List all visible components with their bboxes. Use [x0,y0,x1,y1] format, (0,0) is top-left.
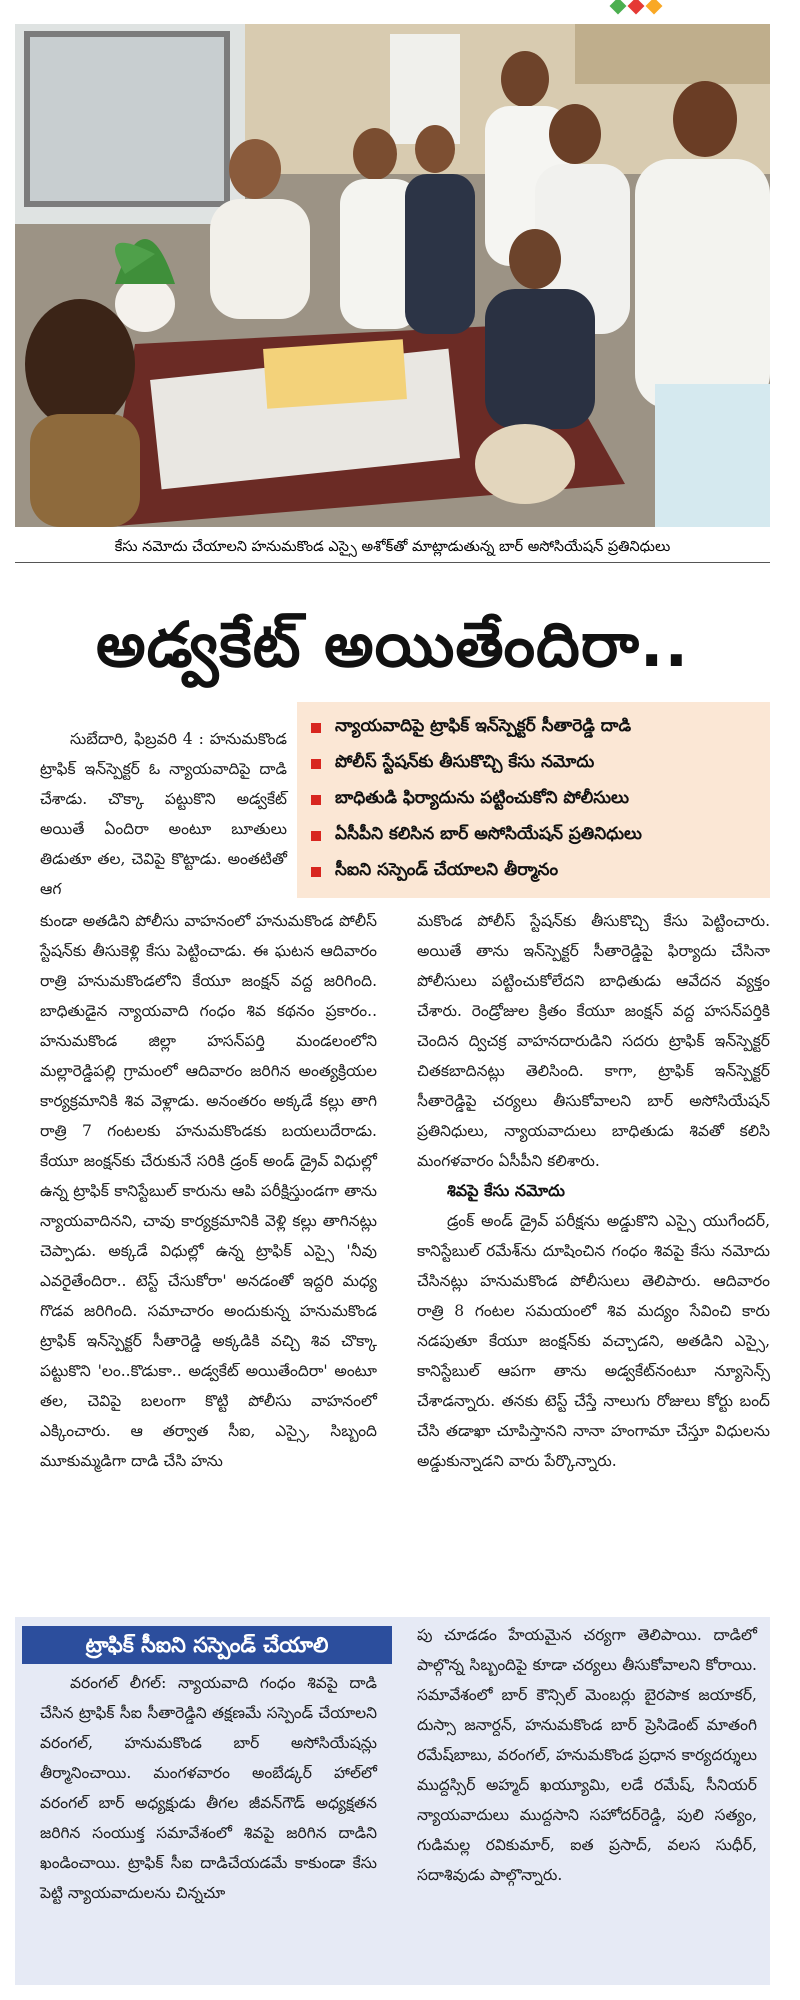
highlights-box [297,702,770,898]
article-body-right-para: మకొండ పోలీస్ స్టేషన్‌కు తీసుకొచ్చి కేసు పెట్టించారు. అయితే తాను ఇన్‌స్పెక్టర్ సీతారెడ్డిపై ఫిర్యాదు చేసినా పోలీసులు పట్టించుకోలేదని బాధితుడు ఆవేదన వ్యక్తం చేశారు. రెండ్రోజుల క్రితం కేయూ జంక్షన్ వద్ద హసన్‌పర్తికి చెందిన ద్విచక్ర వాహనదారుడిని సదరు ట్రాఫిక్ ఇన్‌స్పెక్టర్ చితకబాదినట్లు తెలిసింది. కాగా, ట్రాఫిక్ ఇన్‌స్పెక్టర్ సీతారెడ్డిపై చర్యలు తీసుకోవాలని బార్ అసోసియేషన్ ప్రతినిధులు, న్యాయవాదులు బాధితుడు శివతో కలిసి మంగళవారం ఏసీపీని కలిశారు. [417,912,770,1170]
highlight-item [311,746,760,782]
sidebar-story-body-left: వరంగల్ లీగల్: న్యాయవాది గంధం శివపై దాడి చేసిన ట్రాఫిక్ సీఐ సీతారెడ్డిని తక్షణమే సస్పెండ్ చేయాలని వరంగల్, హనుమకొండ బార్ అసోసియేషన్లు తీర్మానించాయి. మంగళవారం అంబేడ్కర్ హాల్‌లో వరంగల్ బార్ అధ్యక్షుడు తీగల జీవన్‌గౌడ్ అధ్యక్షతన జరిగిన సంయుక్త సమావేశంలో శివపై జరిగిన దాడిని ఖండించాయి. ట్రాఫిక్ సీఐ దాడిచేయడమే కాకుండా కేసు పెట్టి న్యాయవాదులను చిన్నచూ [40,1674,377,1902]
highlight-text: ఏసీపీని కలిసిన బార్ అసోసియేషన్ ప్రతినిధులు [335,824,642,844]
logo-green-diamond-icon [610,0,627,14]
article-body-right [417,906,770,1476]
highlight-text: పోలీస్ స్టేషన్‌కు తీసుకొచ్చి కేసు నమోదు [335,752,595,772]
photo-caption: కేసు నమోదు చేయాలని హనుమకొండ ఎస్సై అశోక్‌తో మాట్లాడుతున్న బార్ అసోసియేషన్ ప్రతినిధులు [114,539,671,555]
red-square-bullet-icon [311,831,321,841]
article-body-lead: సుబేదారి, ఫిబ్రవరి 4 : హనుమకొండ ట్రాఫిక్ ఇన్‌స్పెక్టర్ ఓ న్యాయవాదిపై దాడి చేశాడు. చొక్కా పట్టుకొని అడ్వకేట్ అయితే ఏందిరా అంటూ బూతులు తిడుతూ తల, చెవిపై కొట్టాడు. అంతటితో ఆగ [40,730,287,898]
highlight-item [311,818,760,854]
highlight-text: సీఐని సస్పెండ్ చేయాలని తీర్మానం [335,860,559,880]
highlight-item [311,710,760,746]
article-headline: అడ్వకేట్ అయితేందిరా.. [95,608,690,681]
caption-divider [15,562,770,563]
highlight-item [311,854,760,890]
red-square-bullet-icon [311,795,321,805]
highlight-text: బాధితుడి ఫిర్యాదును పట్టించుకోని పోలీసులు [335,788,629,808]
publication-logo-icon [608,0,668,14]
sidebar-story-title: ట్రాఫిక్ సీఐని సస్పెండ్ చేయాలి [22,1626,392,1664]
red-square-bullet-icon [311,867,321,877]
photo-image [15,24,770,527]
logo-yellow-diamond-icon [646,0,663,14]
article-body-left: కుండా అతడిని పోలీసు వాహనంలో హనుమకొండ పోలీస్ స్టేషన్‌కు తీసుకెళ్లి కేసు పెట్టించాడు. ఈ ఘటన ఆదివారం రాత్రి హనుమకొండలోని కేయూ జంక్షన్ వద్ద జరిగింది. బాధితుడైన న్యాయవాది గంధం శివ కథనం ప్రకారం.. హనుమకొండ జిల్లా హసన్‌పర్తి మండలంలోని మల్లారెడ్డిపల్లి గ్రామంలో ఆదివారం జరిగిన అంత్యక్రియల కార్యక్రమానికి శివ వెళ్లాడు. అనంతరం అక్కడే కల్లు తాగి రాత్రి 7 గంటలకు హనుమకొండకు బయలుదేరాడు. కేయూ జంక్షన్‌కు చేరుకునే సరికి డ్రంక్ అండ్ డ్రైవ్ విధుల్లో ఉన్న ట్రాఫిక్ కానిస్టేబుల్ కారును ఆపి పరీక్షిస్తుండగా తాను న్యాయవాదినని, చావు కార్యక్రమానికి వెళ్లి కల్లు తాగినట్లు చెప్పాడు. అక్కడే విధుల్లో ఉన్న ట్రాఫిక్ ఎస్సై 'నీవు ఎవరైతేందిరా.. టెస్ట్ చేసుకోరా' అనడంతో ఇద్దరి మధ్య గొడవ జరిగింది. సమాచారం అందుకున్న హనుమకొండ ట్రాఫిక్ ఇన్‌స్పెక్టర్ సీతారెడ్డి అక్కడికి వచ్చి శివ చొక్కా పట్టుకొని 'లం..కొడుకా.. అడ్వకేట్ అయితేందిరా' అంటూ తల, చెవిపై బలంగా కొట్టి పోలీసు వాహనంలో ఎక్కించారు. ఆ తర్వాత సీఐ, ఎస్సై, సిబ్బంది మూకుమ్మడిగా దాడి చేసి హను [40,912,377,1470]
news-photo [15,24,770,527]
highlight-item [311,782,760,818]
logo-red-diamond-icon [628,0,645,14]
article-subheading: శివపై కేసు నమోదు [447,1181,565,1200]
article-body-right-para: డ్రంక్ అండ్ డ్రైవ్ పరీక్షను అడ్డుకొని ఎస్సై యుగేందర్, కానిస్టేబుల్ రమేశ్‌ను దూషించిన గంధం శివపై కేసు నమోదు చేసినట్లు హనుమకొండ పోలీసులు తెలిపారు. ఆదివారం రాత్రి 8 గంటల సమయంలో శివ మద్యం సేవించి కారు నడపుతూ కేయూ జంక్షన్‌కు వచ్చాడని, అతడిని ఎస్సై, కానిస్టేబుల్ ఆపగా తాను అడ్వకేట్‌నంటూ న్యూసెన్స్ చేశాడన్నారు. తనకు టెస్ట్ చేస్తే నాలుగు రోజులు కోర్టు బంద్ చేసి తడాఖా చూపిస్తానని నానా హంగామా చేస్తూ విధులను అడ్డుకున్నాడని వారు పేర్కొన్నారు. [417,1212,770,1470]
red-square-bullet-icon [311,723,321,733]
sidebar-story-body-right: పు చూడడం హేయమైన చర్యగా తెలిపాయి. దాడిలో పాల్గొన్న సిబ్బందిపై కూడా చర్యలు తీసుకోవాలని కోరాయి. సమావేశంలో బార్ కౌన్సిల్ మెంబర్లు బైరపాక జయాకర్, దుస్సా జనార్దన్, హనుమకొండ బార్ ప్రెసిడెంట్ మాతంగి రమేష్‌బాబు, వరంగల్, హనుమకొండ ప్రధాన కార్యదర్శులు ముద్దస్సిర్ అహ్మద్ ఖయ్యూమి, లడే రమేష్, సీనియర్ న్యాయవాదులు ముద్దసాని సహోదర్‌రెడ్డి, పులి సత్యం, గుడిమల్ల రవికుమార్, ఐత ప్రసాద్, వలస సుధీర్, సదాశివుడు పాల్గొన్నారు. [417,1626,757,1884]
highlight-text: న్యాయవాదిపై ట్రాఫిక్ ఇన్‌స్పెక్టర్ సీతారెడ్డి దాడి [335,716,632,736]
red-square-bullet-icon [311,759,321,769]
